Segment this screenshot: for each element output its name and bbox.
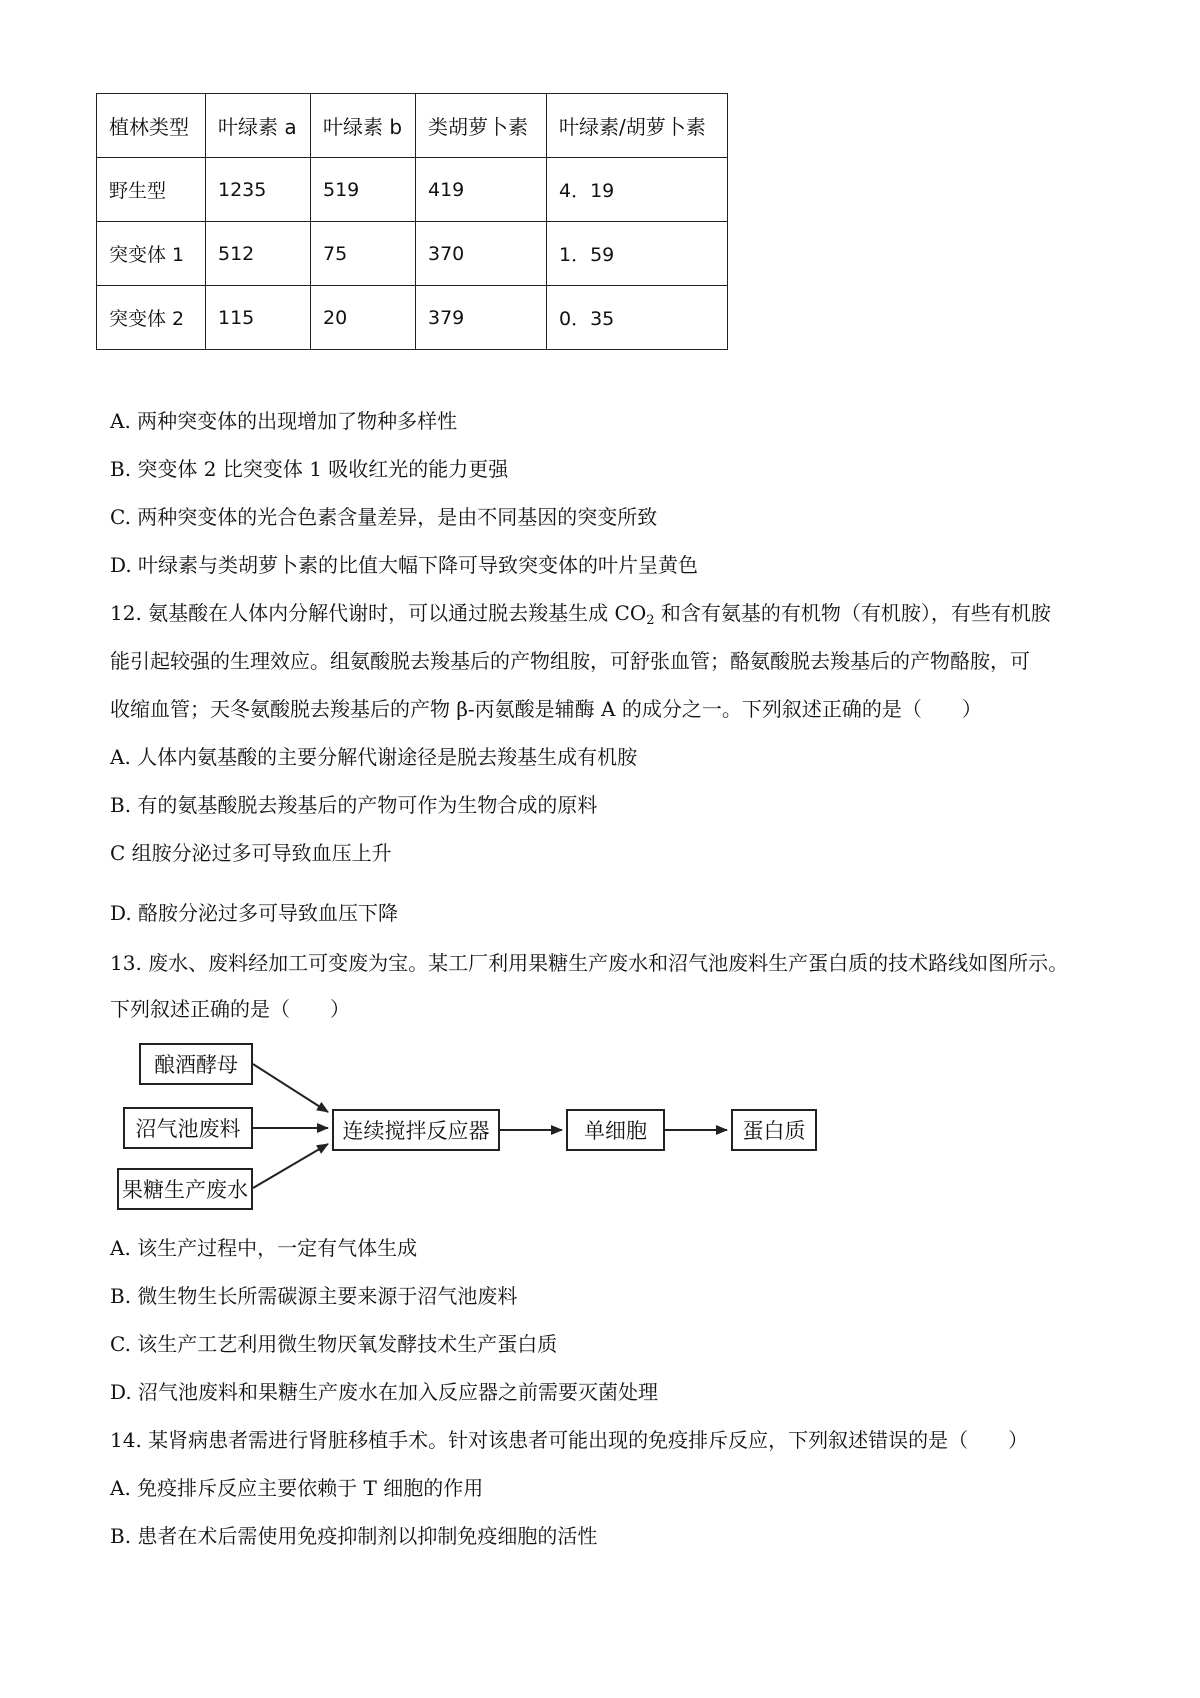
table-cell: 115 <box>206 286 311 350</box>
table-cell: 370 <box>416 222 547 286</box>
q13-stem-line: 13. 废水、废料经加工可变废为宝。某工厂利用果糖生产废水和沼气池废料生产蛋白质的技术路线如图所示。 <box>110 951 1069 975</box>
input-fructose-wastewater-box: 果糖生产废水 <box>117 1168 253 1210</box>
table-header-row <box>97 94 728 158</box>
table-cell: 野生型 <box>97 158 206 222</box>
q12-option-c: C 组胺分泌过多可导致血压上升 <box>110 841 392 865</box>
q13-option-a: A. 该生产过程中，一定有气体生成 <box>110 1236 418 1260</box>
protein-box: 蛋白质 <box>731 1109 817 1151</box>
table-cell: 419 <box>416 158 547 222</box>
q13-option-b: B. 微生物生长所需碳源主要来源于沼气池废料 <box>110 1284 518 1308</box>
q11-option-a: A. 两种突变体的出现增加了物种多样性 <box>110 409 458 433</box>
q11-option-b: B. 突变体 2 比突变体 1 吸收红光的能力更强 <box>110 457 509 481</box>
q11-option-d: D. 叶绿素与类胡萝卜素的比值大幅下降可导致突变体的叶片呈黄色 <box>110 553 699 577</box>
q12-stem-line: 收缩血管；天冬氨酸脱去羧基后的产物 β-丙氨酸是辅酶 A 的成分之一。下列叙述正确的是（ ） <box>110 697 982 721</box>
q13-option-c: C. 该生产工艺利用微生物厌氧发酵技术生产蛋白质 <box>110 1332 558 1356</box>
table-header-cell: 类胡萝卜素 <box>416 94 547 158</box>
q12-stem-line: 能引起较强的生理效应。组氨酸脱去羧基后的产物组胺，可舒张血管；酪氨酸脱去羧基后的产物酪胺，可 <box>110 649 1030 673</box>
table-cell: 20 <box>311 286 416 350</box>
table-cell: 4．19 <box>547 158 728 222</box>
table-cell: 75 <box>311 222 416 286</box>
q12-option-d: D. 酪胺分泌过多可导致血压下降 <box>110 901 399 925</box>
q14-option-b: B. 患者在术后需使用免疫抑制剂以抑制免疫细胞的活性 <box>110 1524 598 1548</box>
q13-stem-line: 下列叙述正确的是（ ） <box>110 997 350 1021</box>
q14-option-a: A. 免疫排斥反应主要依赖于 T 细胞的作用 <box>110 1476 484 1500</box>
table-cell: 1235 <box>206 158 311 222</box>
q14-stem-line: 14. 某肾病患者需进行肾脏移植手术。针对该患者可能出现的免疫排斥反应，下列叙述错误的是（ ） <box>110 1428 1029 1452</box>
q12-option-b: B. 有的氨基酸脱去羧基后的产物可作为生物合成的原料 <box>110 793 598 817</box>
table-row <box>97 158 728 222</box>
table-cell: 0．35 <box>547 286 728 350</box>
input-yeast-box: 酿酒酵母 <box>139 1043 253 1085</box>
q12-stem-line <box>110 599 1051 635</box>
table-header-cell: 叶绿素 b <box>311 94 416 158</box>
table-header-cell: 叶绿素/胡萝卜素 <box>547 94 728 158</box>
co2-subscript: 2 <box>646 613 655 628</box>
q11-option-c: C. 两种突变体的光合色素含量差异，是由不同基因的突变所致 <box>110 505 658 529</box>
input-biogas-waste-box: 沼气池废料 <box>123 1107 253 1149</box>
table-cell: 519 <box>311 158 416 222</box>
pigment-table <box>96 93 728 350</box>
single-cell-box: 单细胞 <box>566 1109 665 1151</box>
q12-stem-text: 12. 氨基酸在人体内分解代谢时，可以通过脱去羧基生成 CO <box>110 601 647 625</box>
table-cell: 1．59 <box>547 222 728 286</box>
table-row <box>97 222 728 286</box>
q12-option-a: A. 人体内氨基酸的主要分解代谢途径是脱去羧基生成有机胺 <box>110 745 638 769</box>
table-header-cell: 植林类型 <box>97 94 206 158</box>
table-cell: 512 <box>206 222 311 286</box>
table-header-cell: 叶绿素 a <box>206 94 311 158</box>
table-row <box>97 286 728 350</box>
table-cell: 突变体 1 <box>97 222 206 286</box>
table-cell: 突变体 2 <box>97 286 206 350</box>
table-cell: 379 <box>416 286 547 350</box>
q12-stem-text: 和含有氨基的有机物（有机胺），有些有机胺 <box>654 601 1051 625</box>
q13-option-d: D. 沼气池废料和果糖生产废水在加入反应器之前需要灭菌处理 <box>110 1380 659 1404</box>
reactor-box: 连续搅拌反应器 <box>332 1109 500 1151</box>
arrow-wastewater-to-reactor <box>253 1144 328 1188</box>
arrow-yeast-to-reactor <box>253 1064 328 1112</box>
